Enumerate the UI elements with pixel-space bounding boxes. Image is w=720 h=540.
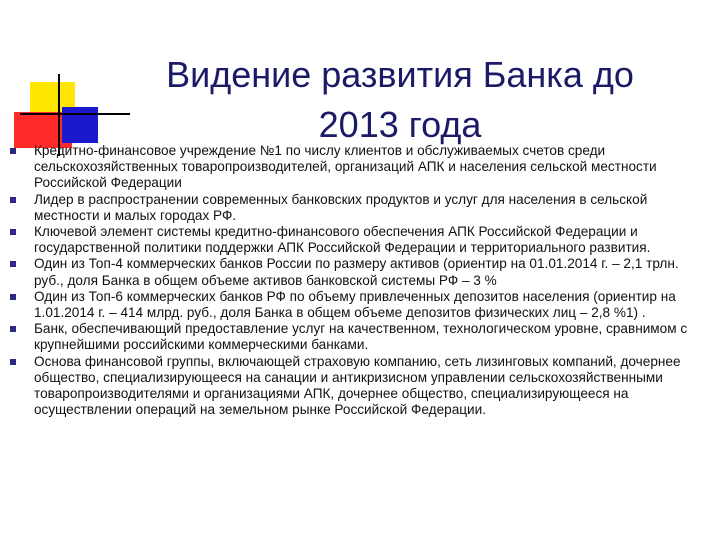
bullet-item	[10, 256, 700, 288]
bullet-square-icon	[10, 197, 16, 203]
bullet-list	[10, 143, 700, 418]
slide-title	[100, 50, 700, 150]
bullet-item	[10, 192, 700, 224]
bullet-item	[10, 321, 700, 353]
bullet-text: Банк, обеспечивающий предоставление услуг на качественном, технологическом уровне, сравнимом с крупнейшими российскими коммерческими банками.	[34, 321, 688, 353]
bullet-text: Один из Топ-4 коммерческих банков России по размеру активов (ориентир на 01.01.2014 г. – 2,1 трлн. руб., доля Банка в общем объеме активов банковской системы РФ – 3 %	[34, 256, 679, 288]
bullet-square-icon	[10, 261, 16, 267]
bullet-text: Ключевой элемент системы кредитно-финансового обеспечения АПК Российской Федерации и государственной политики поддержки АПК Российской Федерации и территориального развития.	[34, 224, 651, 256]
bullet-item	[10, 143, 700, 192]
bullet-text: Кредитно-финансовое учреждение №1 по числу клиентов и обслуживаемых счетов среди сельскохозяйственных товаропроизводителей, организаций АПК и населения сельской местности Российской Федерации	[34, 143, 657, 191]
bullet-square-icon	[10, 359, 16, 365]
bullet-text: Лидер в распространении современных банковских продуктов и услуг для населения в сельской местности и малых городах РФ.	[34, 191, 648, 223]
bullet-square-icon	[10, 294, 16, 300]
slide-title-line-2: 2013 года	[318, 104, 482, 146]
bullet-text: Один из Топ-6 коммерческих банков РФ по объему привлеченных депозитов населения (ориентир на 1.01.2014 г. – 414 млрд. руб., доля Банка в общем объеме депозитов физических лиц – 2,8 %1) .	[34, 288, 676, 321]
slide-title-line-1: Видение развития Банка до	[166, 54, 634, 96]
bullet-square-icon	[10, 326, 16, 332]
bullet-square-icon	[10, 229, 16, 235]
bullet-item	[10, 354, 700, 419]
bullet-square-icon	[10, 148, 16, 154]
bullet-item	[10, 224, 700, 256]
bullet-item	[10, 289, 700, 321]
bullet-text: Основа финансовой группы, включающей страховую компанию, сеть лизинговых компаний, дочернее общество, специализирующееся на санации и антикризисном управлении сельскохозяйственными товаропроизводителями и организациями АПК, дочернее общество, специализирующееся на осуществлении операций на земельном рынке Российской Федерации.	[34, 353, 681, 418]
